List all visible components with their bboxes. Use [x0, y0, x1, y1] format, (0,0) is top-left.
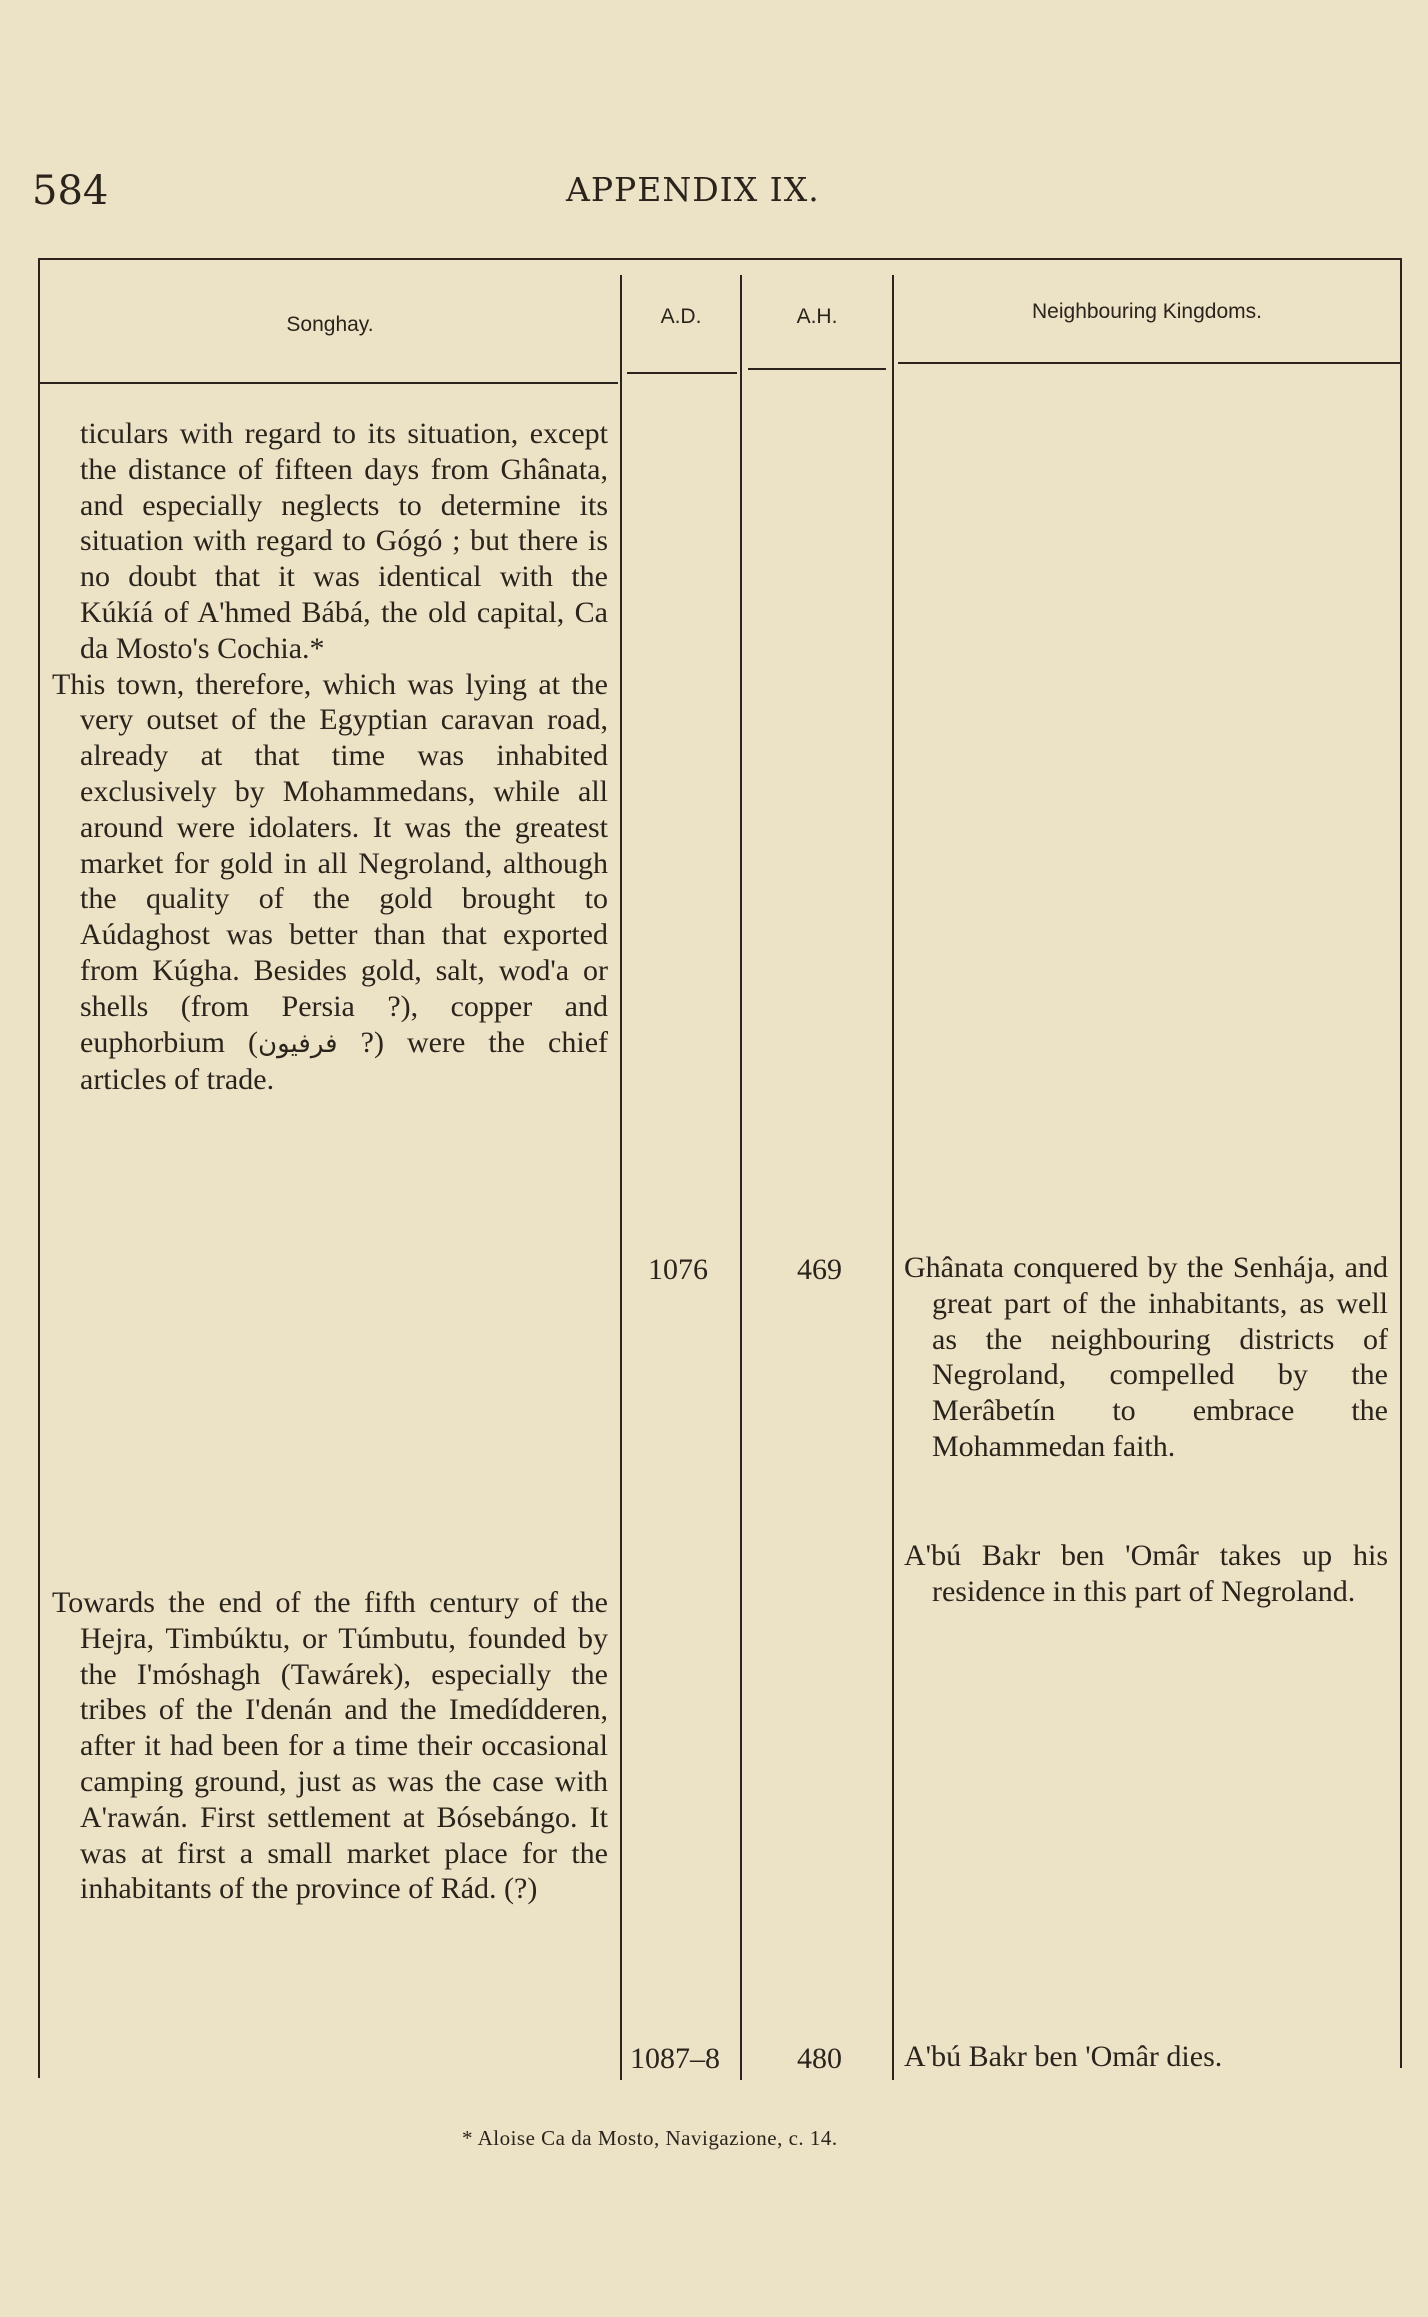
- songhay-paragraph-2: [52, 667, 609, 1099]
- songhay-paragraph-2-before: This town, therefore, which was lying at the very outset of the Egyptian caravan road, already at that time was inhabited exclusively by Mohammedans, while all around were idolaters. It was the greatest market for gold in all Negroland, although the quality of the gold brought to Aúdaghost was better than that exported from Kúgha. Besides gold, salt, wod'a or shells (from Persia ?), copper and euphorbium (: [52, 667, 608, 1059]
- ah-480: 480: [797, 2042, 842, 2075]
- table-top-rule: [38, 258, 1400, 260]
- neighbouring-entry-3-text: A'bú Bakr ben 'Omâr dies.: [904, 2040, 1223, 2073]
- header-underline-songhay: [40, 382, 618, 384]
- footnote: * Aloise Ca da Mosto, Navigazione, c. 14.: [462, 2126, 838, 2150]
- ah-469: 469: [797, 1253, 842, 1286]
- ad-1087-8: 1087–8: [630, 2042, 720, 2075]
- divider-ah-neighbouring: [892, 275, 894, 2080]
- ad-1076: 1076: [648, 1253, 708, 1286]
- header-underline-ah: [748, 368, 886, 370]
- songhay-paragraph-3: Towards the end of the fifth century of the Hejra, Timbúktu, or Túmbutu, founded by the I'móshagh (Tawárek), especially the tribes of the I'denán and the Imedídderen, after it had been for a time their occasional camping ground, just as was the case with A'rawán. First settlement at Bósebángo. It was at first a small market place for the inhabitants of the province of Rád. (?): [52, 1586, 608, 1906]
- page-number: 584: [32, 168, 109, 214]
- table-right-rule: [1400, 258, 1402, 2068]
- running-title: APPENDIX IX.: [566, 170, 820, 209]
- column-header-neighbouring: Neighbouring Kingdoms.: [1032, 300, 1262, 323]
- neighbouring-entry-2-text: A'bú Bakr ben 'Omâr takes up his residence in this part of Negroland.: [904, 1539, 1388, 1608]
- songhay-paragraph-1: ticulars with regard to its situation, except the distance of fifteen days from Ghânata, and especially neglects to determine its situation with regard to Gógó ; but there is no doubt that it was identical with the Kúkíá of A'hmed Bábá, the old capital, Ca da Mosto's Cochia.*: [80, 417, 608, 665]
- arabic-word: فرفيون: [258, 1028, 338, 1059]
- songhay-block-1: [52, 416, 609, 1098]
- column-header-ah: A.H.: [796, 305, 838, 328]
- songhay-block-2: [52, 1585, 608, 1907]
- column-header-ad: A.D.: [660, 305, 702, 328]
- table-left-rule: [38, 258, 40, 2078]
- neighbouring-entry-2: [904, 1538, 1388, 1610]
- neighbouring-entry-1: [904, 1250, 1388, 1465]
- songhay-paragraph-2-after: ?) were the chief articles of trade.: [80, 1025, 609, 1097]
- divider-ad-ah: [740, 275, 742, 2080]
- neighbouring-entry-1-text: Ghânata conquered by the Senhája, and great part of the inhabitants, as well as the neighbouring districts of Negroland, compelled by the Merâbetín to embrace the Mohammedan faith.: [904, 1251, 1388, 1463]
- header-underline-neighbouring: [898, 362, 1400, 364]
- column-header-songhay: Songhay.: [286, 313, 374, 336]
- divider-songhay-ad: [620, 275, 622, 2080]
- header-underline-ad: [627, 372, 737, 374]
- neighbouring-entry-3: [904, 2039, 1388, 2075]
